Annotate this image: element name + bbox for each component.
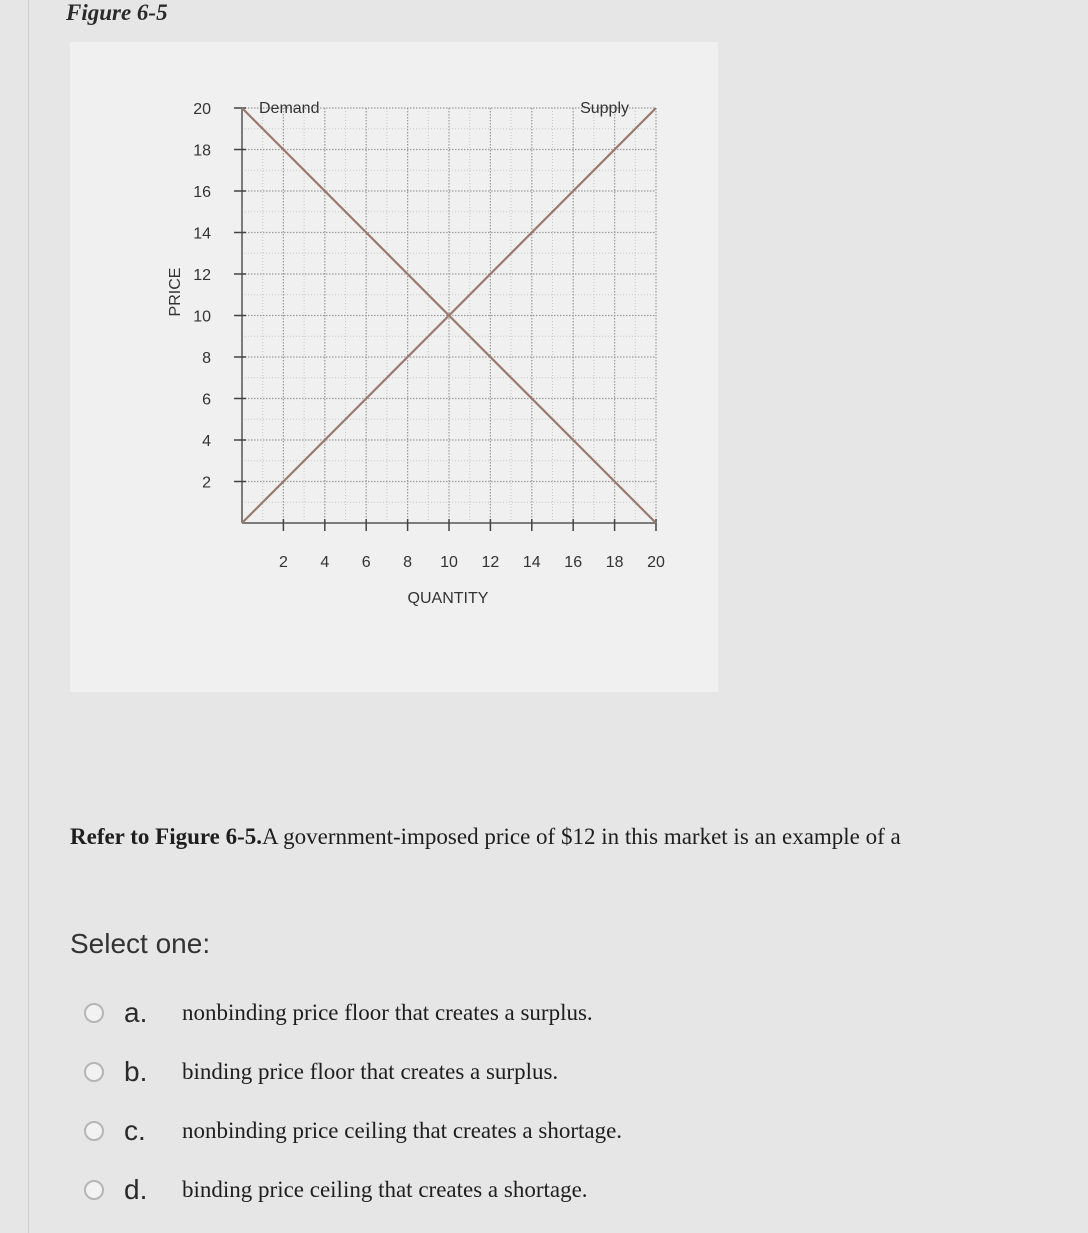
option-letter: c. bbox=[124, 1115, 146, 1146]
x-tick-label: 14 bbox=[522, 554, 541, 571]
question-body: A government-imposed price of $12 in this market is an example of a bbox=[262, 824, 901, 849]
option-text: binding price floor that creates a surplus. bbox=[182, 1059, 559, 1084]
page-edge bbox=[28, 0, 29, 1233]
figure-panel bbox=[70, 42, 718, 692]
radio-button-a[interactable] bbox=[84, 1003, 104, 1023]
option-text: binding price ceiling that creates a shortage. bbox=[182, 1177, 588, 1202]
series-label-supply: Supply bbox=[580, 100, 629, 117]
x-tick-label: 6 bbox=[361, 554, 371, 571]
y-tick-label: 16 bbox=[193, 184, 211, 201]
x-tick-label: 8 bbox=[403, 554, 413, 571]
option-d[interactable] bbox=[84, 1170, 588, 1210]
option-letter: b. bbox=[124, 1056, 148, 1087]
y-tick-label: 12 bbox=[193, 267, 211, 284]
option-letter: a. bbox=[124, 997, 148, 1028]
option-b[interactable] bbox=[84, 1052, 558, 1092]
figure-title: Figure 6-5 bbox=[66, 0, 168, 25]
question-figure-ref: Refer to Figure 6-5. bbox=[70, 824, 263, 849]
x-tick-label: 20 bbox=[647, 554, 665, 571]
y-tick-label: 4 bbox=[202, 433, 211, 450]
radio-button-b[interactable] bbox=[84, 1062, 104, 1082]
option-letter: d. bbox=[124, 1174, 148, 1205]
x-tick-label: 10 bbox=[440, 554, 458, 571]
y-tick-label: 8 bbox=[202, 350, 211, 367]
supply-demand-chart bbox=[70, 42, 718, 692]
x-tick-label: 2 bbox=[278, 554, 288, 571]
option-c[interactable] bbox=[84, 1111, 622, 1151]
y-tick-label: 18 bbox=[193, 142, 211, 160]
y-tick-label: 14 bbox=[193, 225, 211, 243]
option-text: nonbinding price floor that creates a surplus. bbox=[182, 1000, 593, 1025]
radio-button-d[interactable] bbox=[84, 1180, 104, 1200]
y-tick-label: 6 bbox=[202, 391, 211, 409]
x-axis-label: QUANTITY bbox=[407, 590, 489, 607]
series-label-demand: Demand bbox=[259, 100, 320, 117]
radio-button-c[interactable] bbox=[84, 1121, 104, 1141]
y-axis-label: PRICE bbox=[167, 267, 184, 317]
x-tick-label: 18 bbox=[605, 554, 624, 571]
y-tick-label: 20 bbox=[193, 101, 211, 118]
option-a[interactable] bbox=[84, 993, 593, 1033]
y-tick-label: 10 bbox=[193, 308, 211, 326]
x-tick-label: 12 bbox=[481, 554, 500, 571]
option-text: nonbinding price ceiling that creates a shortage. bbox=[182, 1118, 623, 1143]
x-tick-label: 16 bbox=[564, 554, 583, 571]
question-text bbox=[70, 824, 901, 850]
select-one-label: Select one: bbox=[70, 928, 211, 959]
x-tick-label: 4 bbox=[320, 554, 330, 571]
y-tick-label: 2 bbox=[202, 474, 211, 492]
